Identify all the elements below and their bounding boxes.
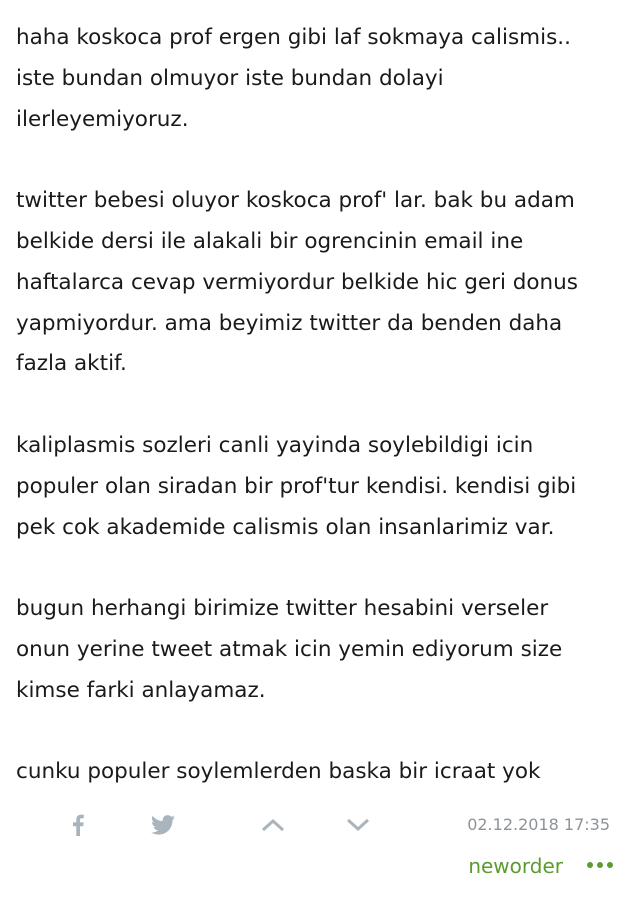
- entry-paragraph: cunku populer soylemlerden baska bir icraat yok: [16, 759, 541, 785]
- facebook-share-button[interactable]: [58, 812, 98, 838]
- entry-paragraph: kaliplasmis sozleri canli yayinda soylebildigi icin populer olan siradan bir prof'tur kendisi. kendisi gibi pek cok akademide calismis olan insanlarimiz var.: [16, 432, 577, 540]
- facebook-icon: [72, 814, 84, 836]
- entry-footer: [0, 800, 635, 916]
- entry-paragraph: bugun herhangi birimize twitter hesabini verseler onun yerine tweet atmak icin yemin ediyorum size kimse farki anlayamaz.: [16, 596, 563, 703]
- more-options-button[interactable]: [587, 862, 613, 870]
- entry-date: 02.12.2018 17:35: [467, 815, 610, 834]
- upvote-button[interactable]: [253, 812, 293, 838]
- entry-paragraph: haha koskoca prof ergen gibi laf sokmaya calismis.. iste bundan olmuyor iste bundan dolayi ilerleyemiyoruz.: [16, 25, 571, 132]
- downvote-button[interactable]: [338, 812, 378, 838]
- more-dots-icon: [607, 862, 613, 868]
- entry-content: [16, 18, 619, 793]
- more-dots-icon: [587, 862, 593, 868]
- twitter-share-button[interactable]: [143, 812, 183, 838]
- chevron-down-icon: [346, 818, 370, 832]
- author-link[interactable]: neworder: [468, 854, 563, 878]
- chevron-up-icon: [261, 818, 285, 832]
- more-dots-icon: [597, 862, 603, 868]
- twitter-icon: [151, 815, 175, 835]
- entry-paragraph: twitter bebesi oluyor koskoca prof' lar. bak bu adam belkide dersi ile alakali bir ogrencinin email ine haftalarca cevap vermiyordur belkide hic geri donus yapmiyordur. ama beyimiz twitter da benden daha fazla aktif.: [16, 188, 579, 377]
